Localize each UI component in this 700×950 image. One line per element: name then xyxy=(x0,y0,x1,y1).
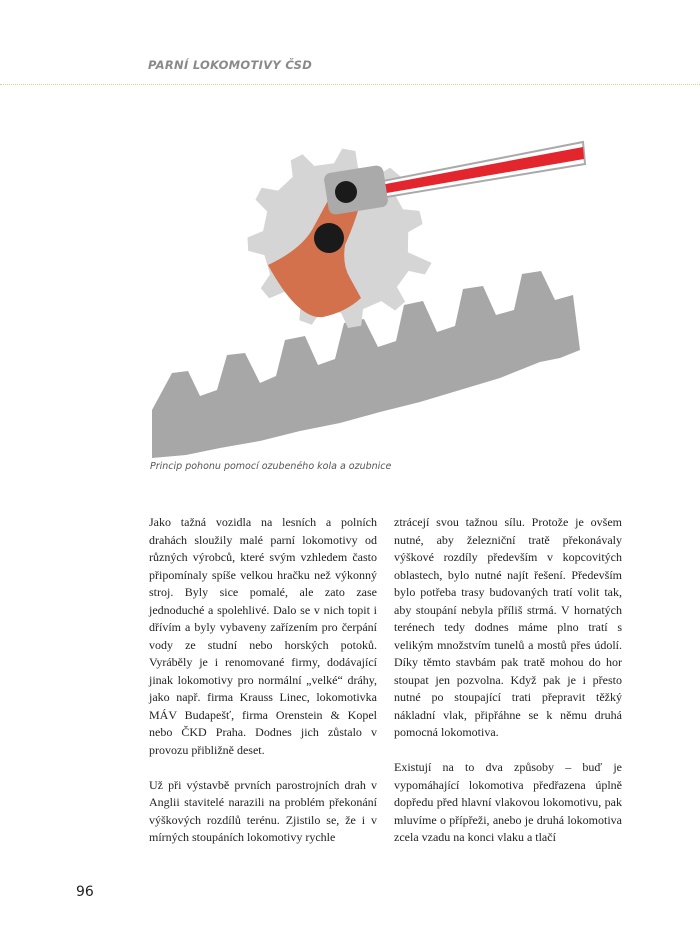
paragraph: ztrácejí svou tažnou sílu. Protože je ovšem nutné, aby železniční tratě překonávaly výškové rozdíly především v kopcovitých oblastech, bylo nutné najít řešení. Především bylo potřeba trasy budovaných tratí volit tak, aby stoupání nebyla příliš strmá. V hornatých terénech tedy dodnes máme plno tratí s velikým množstvím tunelů a mostů přes údolí. Díky těmto stavbám pak tratě mohou do hor stoupat jen pozvolna. Když pak je i přesto nutné po stoupající trati přepravit těžký nákladní vlak, připřáhne se k němu druhá pomocná lokomotiva. xyxy=(394,515,622,739)
wheel-axle xyxy=(314,223,344,253)
figure-caption: Princip pohonu pomocí ozubeného kola a ozubnice xyxy=(150,461,392,472)
page-number: 96 xyxy=(76,884,94,900)
crank-pin xyxy=(335,181,357,203)
header-divider xyxy=(0,84,700,85)
paragraph: Jako tažná vozidla na lesních a polních drahách sloužily malé parní lokomotivy od různých výrobců, které svým vzhledem často připomínaly spíše velkou hračku než výkonný stroj. Byly sice pomalé, ale zato zase jednoduché a spolehlivé. Dalo se v nich topit i dřívím a byly vybaveny zařízením pro čerpání vody ze studní nebo horských potoků. Vyráběly je i renomované firmy, dodávající jinak lokomotivy pro normální „velké“ dráhy, jako např. firma Krauss Linec, lokomotivka MÁV Budapešť, firma Orenstein & Kopel nebo ČKD Praha. Dodnes jich zůstalo v provozu přibližně deset. xyxy=(149,515,377,757)
connecting-rod-stripe xyxy=(380,147,584,194)
paragraph: Už při výstavbě prvních parostrojních drah v Anglii stavitelé narazili na problém překonání výškových rozdílů terénu. Zjistilo se, že i v mírných stoupáních lokomotivy rychle xyxy=(149,777,377,844)
running-header: PARNÍ LOKOMOTIVY ČSD xyxy=(148,58,313,72)
text-column-left xyxy=(149,514,377,847)
text-column-right xyxy=(394,514,622,847)
paragraph: Existují na to dva způsoby – buď je vypomáhající lokomotiva předřazena úplně dopředu před hlavní vlakovou lokomotivu, pak mluvíme o přípřeži, anebo je druhá lokomotiva zcela vzadu na konci vlaku a tlačí xyxy=(394,760,622,844)
rack-and-pinion-illustration xyxy=(0,100,700,460)
